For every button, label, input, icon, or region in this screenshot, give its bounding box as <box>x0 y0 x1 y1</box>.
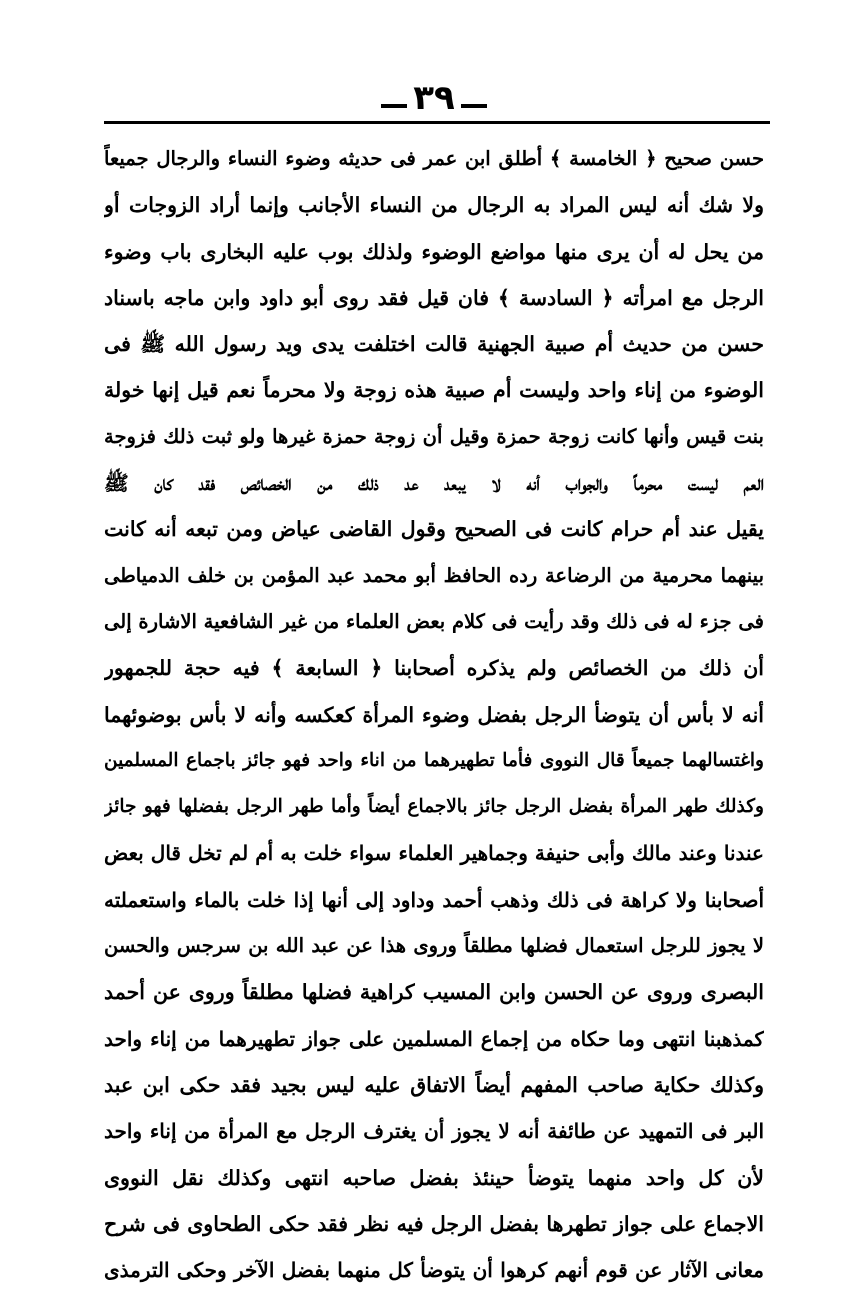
header-rule <box>104 121 770 124</box>
text-line: العم ليست محرماً والجواب أنه لا يبعد عد ذلك من الخصائص فقد كان ﷺ <box>104 471 764 496</box>
text-line: أنه لا بأس أن يتوضأ الرجل بفضل وضوء المرأة كعكسه وأنه لا بأس بوضوئهما <box>104 702 764 727</box>
text-line: كمذهبنا انتهى وما حكاه من إجماع المسلمين على جواز تطهيرهما من إناء واحد <box>104 1026 764 1051</box>
text-line: الاجماع على جواز تطهرها بفضل الرجل فيه نظر فقد حكى الطحاوى فى شرح <box>104 1211 764 1236</box>
page-number: ٣٩ <box>413 78 455 118</box>
text-line: يقيل عند أم حرام كانت فى الصحيح وقول القاضى عياض ومن تبعه أنه كانت <box>104 517 764 542</box>
page-header <box>0 78 868 118</box>
text-line: البصرى وروى عن الحسن وابن المسيب كراهية فضلها مطلقاً وروى عن أحمد <box>104 980 764 1005</box>
text-line: الوضوء من إناء واحد وليست أم صبية هذه زوجة ولا محرماً نعم قيل إنها خولة <box>104 378 764 403</box>
text-line: فى جزء له فى ذلك وقد رأيت فى كلام بعض العلماء من غير الشافعية الاشارة إلى <box>104 609 764 633</box>
header-dash-right <box>461 104 487 108</box>
text-line: البر فى التمهيد عن طائفة أنه لا يجوز أن يغترف الرجل مع المرأة من إناء واحد <box>104 1119 764 1144</box>
text-line: حسن من حديث أم صبية الجهنية قالت اختلفت يدى ويد رسول الله ﷺ فى <box>104 332 764 357</box>
text-line: معانى الآثار عن قوم أنهم كرهوا أن يتوضأ كل منهما بفضل الآخر وحكى الترمذى <box>104 1258 764 1283</box>
text-line: وكذلك حكاية صاحب المفهم أيضاً الاتفاق عليه ليس بجيد فقد حكى ابن عبد <box>104 1072 764 1097</box>
text-line: ولا شك أنه ليس المراد به الرجال من النساء الأجانب وإنما أراد الزوجات أو <box>104 193 764 218</box>
text-line: لا يجوز للرجل استعمال فضلها مطلقاً وروى هذا عن عبد الله بن سرجس والحسن <box>104 934 764 958</box>
text-line: بينهما محرمية من الرضاعة رده الحافظ أبو محمد عبد المؤمن بن خلف الدمياطى <box>104 563 764 587</box>
text-line: أصحابنا ولا كراهة فى ذلك وذهب أحمد وداود إلى أنها إذا خلت بالماء واستعملته <box>104 887 764 912</box>
text-line: من يحل له أن يرى منها مواضع الوضوء ولذلك بوب عليه البخارى باب وضوء <box>104 239 764 264</box>
text-line: بنت قيس وأنها كانت زوجة حمزة وقيل أن زوجة حمزة غيرها ولو ثبت ذلك فزوجة <box>104 424 764 448</box>
text-line: حسن صحيح ﴿ الخامسة ﴾ أطلق ابن عمر فى حديثه وضوء النساء والرجال جميعاً <box>104 147 764 170</box>
text-line: الرجل مع امرأته ﴿ السادسة ﴾ فان قيل فقد روى أبو داود وابن ماجه باسناد <box>104 285 764 310</box>
text-line: عندنا وعند مالك وأبى حنيفة وجماهير العلماء سواء خلت به أم لم تخل قال بعض <box>104 841 764 866</box>
text-line: واغتسالهما جميعاً قال النووى فأما تطهيرهما من اناء واحد فهو جائز باجماع المسلمين <box>104 749 764 771</box>
page-text <box>104 136 764 1293</box>
text-line: أن ذلك من الخصائص ولم يذكره أصحابنا ﴿ السابعة ﴾ فيه حجة للجمهور <box>104 656 764 681</box>
header-dash-left <box>381 104 407 108</box>
text-line: وكذلك طهر المرأة بفضل الرجل جائز بالاجماع أيضاً وأما طهر الرجل بفضلها فهو جائز <box>104 796 764 818</box>
text-line: لأن كل واحد منهما يتوضأ حينئذ بفضل صاحبه انتهى وكذلك نقل النووى <box>104 1165 764 1190</box>
